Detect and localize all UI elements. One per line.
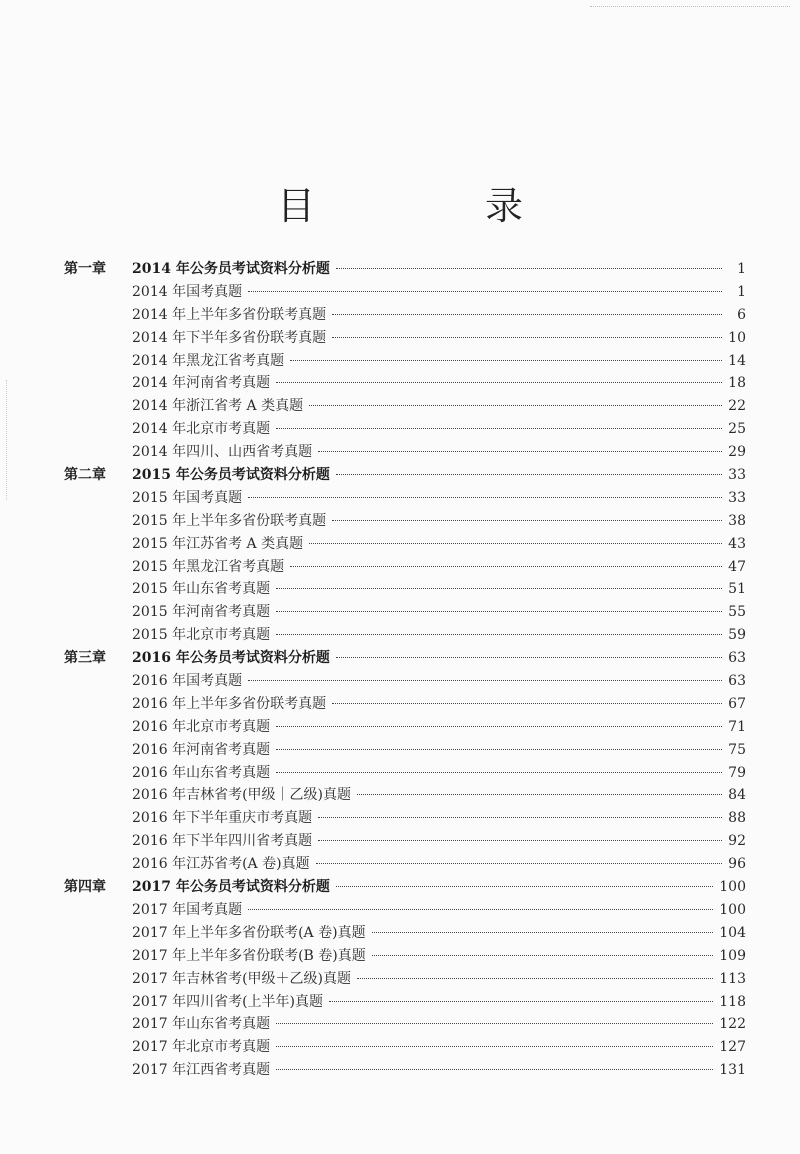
- page-number: 1: [737, 283, 746, 300]
- section-title: 2015 年山东省考真题: [132, 581, 271, 598]
- page-number: 14: [728, 352, 746, 369]
- chapter-title: 2016 年公务员考试资料分析题: [132, 650, 330, 667]
- dot-leader: [248, 680, 722, 681]
- page-number: 75: [728, 741, 746, 758]
- page-number: 63: [728, 650, 746, 667]
- toc-section-row[interactable]: [64, 578, 746, 601]
- toc-section-row[interactable]: [64, 556, 746, 579]
- toc-chapter-row[interactable]: [64, 876, 746, 899]
- dot-leader: [276, 588, 722, 589]
- section-title: 2016 年北京市考真题: [132, 718, 271, 735]
- toc-section-row[interactable]: [64, 693, 746, 716]
- section-title: 2017 年北京市考真题: [132, 1039, 271, 1056]
- toc-section-row[interactable]: [64, 853, 746, 876]
- toc-section-row[interactable]: [64, 395, 746, 418]
- toc-section-row[interactable]: [64, 327, 746, 350]
- dot-leader: [309, 405, 722, 406]
- page-number: 18: [728, 375, 746, 392]
- dot-leader: [248, 909, 713, 910]
- page-number: 122: [719, 1016, 746, 1033]
- page-number: 71: [728, 718, 746, 735]
- toc-section-row[interactable]: [64, 533, 746, 556]
- section-title: 2016 年下半年四川省考真题: [132, 833, 313, 850]
- toc-section-row[interactable]: [64, 487, 746, 510]
- section-title: 2014 年浙江省考 A 类真题: [132, 398, 304, 415]
- toc-section-row[interactable]: [64, 624, 746, 647]
- toc-section-row[interactable]: [64, 281, 746, 304]
- toc-section-row[interactable]: [64, 945, 746, 968]
- dot-leader: [276, 726, 722, 727]
- page-number: 67: [728, 695, 746, 712]
- toc-section-row[interactable]: [64, 441, 746, 464]
- chapter-title: 2015 年公务员考试资料分析题: [132, 467, 330, 484]
- section-title: 2015 年黑龙江省考真题: [132, 558, 285, 575]
- page-number: 100: [719, 879, 746, 896]
- page-number: 92: [728, 833, 746, 850]
- toc-section-row[interactable]: [64, 350, 746, 373]
- dot-leader: [290, 566, 722, 567]
- section-title: 2016 年河南省考真题: [132, 741, 271, 758]
- page-number: 6: [737, 306, 746, 323]
- toc-section-row[interactable]: [64, 670, 746, 693]
- toc-chapter-row[interactable]: [64, 647, 746, 670]
- page-number: 131: [719, 1062, 746, 1079]
- section-title: 2015 年江苏省考 A 类真题: [132, 535, 304, 552]
- section-title: 2014 年黑龙江省考真题: [132, 352, 285, 369]
- dot-leader: [309, 543, 722, 544]
- section-title: 2016 年山东省考真题: [132, 764, 271, 781]
- section-title: 2017 年吉林省考(甲级＋乙级)真题: [132, 970, 352, 987]
- page-number: 118: [719, 993, 746, 1010]
- dot-leader: [316, 863, 722, 864]
- page-number: 63: [728, 673, 746, 690]
- page-number: 43: [728, 535, 746, 552]
- toc-section-row[interactable]: [64, 922, 746, 945]
- chapter-number: 第一章: [64, 261, 106, 277]
- page-number: 59: [728, 627, 746, 644]
- dot-leader: [332, 337, 722, 338]
- page-title: 目 录: [276, 184, 589, 229]
- toc-section-row[interactable]: [64, 784, 746, 807]
- page-number: 113: [719, 970, 746, 987]
- section-title: 2015 年国考真题: [132, 489, 243, 506]
- dot-leader: [276, 1069, 713, 1070]
- toc-chapter-row[interactable]: [64, 258, 746, 281]
- section-title: 2014 年国考真题: [132, 283, 243, 300]
- section-title: 2017 年国考真题: [132, 901, 243, 918]
- page-number: 127: [719, 1039, 746, 1056]
- toc-section-row[interactable]: [64, 739, 746, 762]
- dot-leader: [332, 314, 722, 315]
- dot-leader: [276, 1046, 713, 1047]
- chapter-number: 第三章: [64, 650, 106, 667]
- toc-section-row[interactable]: [64, 510, 746, 533]
- toc-section-row[interactable]: [64, 1036, 746, 1059]
- dot-leader: [336, 268, 722, 269]
- scan-edge-mark: [590, 6, 790, 9]
- chapter-number: 第二章: [64, 467, 106, 484]
- toc-section-row[interactable]: [64, 991, 746, 1014]
- dot-leader: [248, 497, 722, 498]
- dot-leader: [372, 955, 714, 956]
- dot-leader: [276, 1023, 713, 1024]
- section-title: 2014 年北京市考真题: [132, 421, 271, 438]
- section-title: 2016 年国考真题: [132, 673, 243, 690]
- section-title: 2016 年上半年多省份联考真题: [132, 695, 327, 712]
- dot-leader: [276, 428, 722, 429]
- toc-section-row[interactable]: [64, 762, 746, 785]
- page-number: 10: [728, 329, 746, 346]
- section-title: 2016 年吉林省考(甲级｜乙级)真题: [132, 787, 352, 804]
- toc-section-row[interactable]: [64, 807, 746, 830]
- dot-leader: [276, 772, 722, 773]
- section-title: 2015 年北京市考真题: [132, 627, 271, 644]
- page-number: 22: [728, 398, 746, 415]
- toc-section-row[interactable]: [64, 601, 746, 624]
- table-of-contents: [64, 258, 746, 1082]
- section-title: 2015 年河南省考真题: [132, 604, 271, 621]
- toc-section-row[interactable]: [64, 830, 746, 853]
- dot-leader: [276, 382, 722, 383]
- toc-section-row[interactable]: [64, 716, 746, 739]
- page-number: 88: [728, 810, 746, 827]
- dot-leader: [336, 474, 722, 475]
- page-number: 96: [728, 856, 746, 873]
- toc-section-row[interactable]: [64, 372, 746, 395]
- page-number: 109: [719, 947, 746, 964]
- page-number: 29: [728, 444, 746, 461]
- dot-leader: [336, 657, 722, 658]
- page-number: 38: [728, 512, 746, 529]
- section-title: 2016 年江苏省考(A 卷)真题: [132, 856, 310, 873]
- chapter-title: 2014 年公务员考试资料分析题: [132, 261, 330, 277]
- page-number: 100: [719, 901, 746, 918]
- page-number: 84: [728, 787, 746, 804]
- toc-chapter-row[interactable]: [64, 464, 746, 487]
- dot-leader: [248, 291, 722, 292]
- section-title: 2014 年四川、山西省考真题: [132, 444, 313, 461]
- dot-leader: [276, 749, 722, 750]
- page-number: 1: [737, 261, 746, 277]
- page-number: 33: [728, 489, 746, 506]
- page-number: 47: [728, 558, 746, 575]
- dot-leader: [329, 1001, 713, 1002]
- toc-section-row[interactable]: [64, 304, 746, 327]
- section-title: 2015 年上半年多省份联考真题: [132, 512, 327, 529]
- dot-leader: [318, 840, 722, 841]
- toc-section-row[interactable]: [64, 968, 746, 991]
- section-title: 2014 年下半年多省份联考真题: [132, 329, 327, 346]
- dot-leader: [290, 360, 722, 361]
- section-title: 2017 年上半年多省份联考(A 卷)真题: [132, 924, 366, 941]
- dot-leader: [276, 611, 722, 612]
- scan-margin-mark: [6, 380, 27, 500]
- toc-section-row[interactable]: [64, 1059, 746, 1082]
- dot-leader: [318, 817, 722, 818]
- page-number: 51: [728, 581, 746, 598]
- page-number: 25: [728, 421, 746, 438]
- dot-leader: [336, 886, 713, 887]
- section-title: 2017 年上半年多省份联考(B 卷)真题: [132, 947, 366, 964]
- dot-leader: [318, 451, 722, 452]
- toc-section-row[interactable]: [64, 418, 746, 441]
- dot-leader: [357, 978, 713, 979]
- chapter-number: 第四章: [64, 879, 106, 896]
- chapter-title: 2017 年公务员考试资料分析题: [132, 879, 330, 896]
- section-title: 2014 年上半年多省份联考真题: [132, 306, 327, 323]
- section-title: 2014 年河南省考真题: [132, 375, 271, 392]
- dot-leader: [332, 703, 722, 704]
- page-number: 55: [728, 604, 746, 621]
- page-number: 104: [719, 924, 746, 941]
- section-title: 2017 年山东省考真题: [132, 1016, 271, 1033]
- dot-leader: [276, 634, 722, 635]
- section-title: 2017 年四川省考(上半年)真题: [132, 993, 324, 1010]
- dot-leader: [357, 794, 722, 795]
- page-number: 79: [728, 764, 746, 781]
- page-number: 33: [728, 467, 746, 484]
- toc-section-row[interactable]: [64, 899, 746, 922]
- toc-section-row[interactable]: [64, 1013, 746, 1036]
- section-title: 2016 年下半年重庆市考真题: [132, 810, 313, 827]
- dot-leader: [372, 932, 714, 933]
- section-title: 2017 年江西省考真题: [132, 1062, 271, 1079]
- dot-leader: [332, 520, 722, 521]
